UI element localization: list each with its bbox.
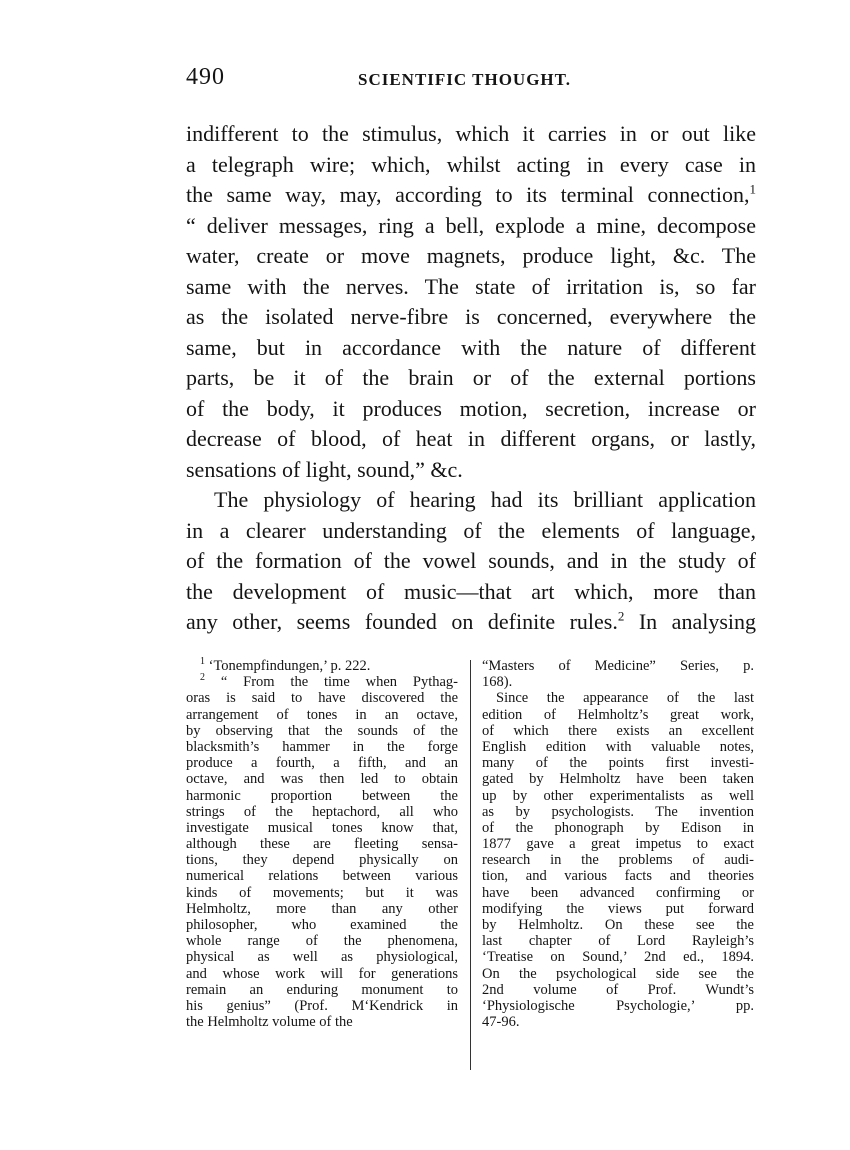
footnote-line: of which there exists an excellent <box>482 722 754 739</box>
footnote-line: remain an enduring monument to <box>186 981 458 998</box>
paragraph <box>186 485 756 638</box>
footnote-line: 2nd volume of Prof. Wundt’s <box>482 981 754 998</box>
footnote-line <box>186 658 458 674</box>
footnote-line: numerical relations between various <box>186 868 458 885</box>
footnote-line: philosopher, who examined the <box>186 917 458 933</box>
paragraph <box>186 119 756 485</box>
footnote-text: “ From the time when Pythag- <box>220 674 459 691</box>
footnote-line: tions, they depend physically on <box>186 852 458 869</box>
footnote-reference: 2 <box>617 608 625 624</box>
text-line: same with the nerves. The state of irritation is, so far <box>186 273 756 299</box>
text-line-content: the same way, may, according to its terminal connection, <box>186 182 750 207</box>
text-line: same, but in accordance with the nature of different <box>186 334 756 360</box>
footnote-line: 168). <box>482 674 513 691</box>
footnote-line: of the phonograph by Edison in <box>482 819 754 836</box>
footnote-line: as by psychologists. The invention <box>482 803 754 820</box>
footnote-line: “Masters of Medicine” Series, p. <box>482 658 754 674</box>
footnote-line: by Helmholtz. On these see the <box>482 917 754 933</box>
footnotes-left-column <box>186 658 458 1030</box>
footnote-line: investigate musical tones know that, <box>186 819 458 836</box>
footnote-line: by observing that the sounds of the <box>186 722 458 739</box>
body-text <box>186 119 756 638</box>
footnote-line: edition of Helmholtz’s great work, <box>482 706 754 723</box>
footnote-line: blacksmith’s hammer in the forge <box>186 738 458 755</box>
footnote-line: Helmholtz, more than any other <box>186 900 458 917</box>
footnote-line: the Helmholtz volume of the <box>186 1014 353 1031</box>
footnote-line: have been advanced confirming or <box>482 884 754 901</box>
text-line: of the formation of the vowel sounds, and in the study of <box>186 548 756 573</box>
text-line: of the body, it produces motion, secretion, increase or <box>186 395 756 421</box>
text-line: sensations of light, sound,” &c. <box>186 456 463 482</box>
page-header <box>186 64 756 98</box>
footnote-line: his genius” (Prof. M‘Kendrick in <box>186 997 458 1014</box>
text-line: water, create or move magnets, produce light, &c. The <box>186 243 756 268</box>
text-line <box>186 180 756 211</box>
footnote-line: ‘Physiologische Psychologie,’ pp. <box>482 997 754 1014</box>
footnote-text: ‘Tonempfindungen,’ p. 222. <box>208 658 371 674</box>
footnote-line: many of the points first investi- <box>482 755 754 772</box>
footnote-line: oras is said to have discovered the <box>186 690 458 707</box>
footnote-line: last chapter of Lord Rayleigh’s <box>482 933 754 950</box>
footnote-line: up by other experimentalists as well <box>482 787 754 804</box>
footnote-line: physical as well as physiological, <box>186 949 458 966</box>
footnote-line: Since the appearance of the last <box>496 690 754 707</box>
text-line: in a clearer understanding of the elements of language, <box>186 517 756 543</box>
footnote-line: English edition with valuable notes, <box>482 738 754 755</box>
footnote-line: On the psychological side see the <box>482 965 754 982</box>
footnote-marker: 2 <box>200 672 205 684</box>
footnote-line: kinds of movements; but it was <box>186 884 458 901</box>
footnote-line: research in the problems of audi- <box>482 852 754 869</box>
footnote-line: modifying the views put forward <box>482 900 754 917</box>
footnote-reference: 1 <box>749 181 756 197</box>
footnote-line: octave, and was then led to obtain <box>186 771 458 788</box>
text-line: The physiology of hearing had its brilliant application <box>214 487 756 512</box>
text-line: indifferent to the stimulus, which it carries in or out like <box>186 121 756 146</box>
footnotes-right-column <box>482 658 754 1030</box>
text-line-tail: In analysing <box>638 609 756 634</box>
text-line: “ deliver messages, ring a bell, explode a mine, decompose <box>186 212 756 238</box>
page-number: 490 <box>186 64 225 90</box>
footnote-line: harmonic proportion between the <box>186 787 458 804</box>
footnote-line: strings of the heptachord, all who <box>186 803 458 820</box>
text-line <box>186 607 756 638</box>
footnote-line: and whose work will for generations <box>186 965 458 982</box>
footnote-line: produce a fourth, a fifth, and an <box>186 755 458 772</box>
text-line: as the isolated nerve-fibre is concerned, everywhere the <box>186 304 756 329</box>
text-line: a telegraph wire; which, whilst acting in every case in <box>186 151 756 177</box>
footnote-line: whole range of the phenomena, <box>186 933 458 950</box>
text-line: the development of music—that art which, more than <box>186 578 756 604</box>
footnote-line: although these are fleeting sensa- <box>186 836 458 853</box>
footnote-line <box>186 674 458 690</box>
footnote-line: gated by Helmholtz have been taken <box>482 771 754 788</box>
running-head: SCIENTIFIC THOUGHT. <box>358 70 571 89</box>
footnote-line: 47-96. <box>482 1014 520 1031</box>
footnote-marker: 1 <box>200 656 205 668</box>
footnote-line: ‘Treatise on Sound,’ 2nd ed., 1894. <box>482 949 754 966</box>
footnote-line: tion, and various facts and theories <box>482 868 754 885</box>
text-line: decrease of blood, of heat in different organs, or lastly, <box>186 426 756 451</box>
text-line: parts, be it of the brain or of the external portions <box>186 365 756 390</box>
footnote-line: arrangement of tones in an octave, <box>186 706 458 723</box>
footnote-line: 1877 gave a great impetus to exact <box>482 836 754 853</box>
text-line-content: any other, seems founded on definite rules. <box>186 609 618 634</box>
footnotes <box>186 658 756 1078</box>
column-divider <box>470 660 471 1070</box>
